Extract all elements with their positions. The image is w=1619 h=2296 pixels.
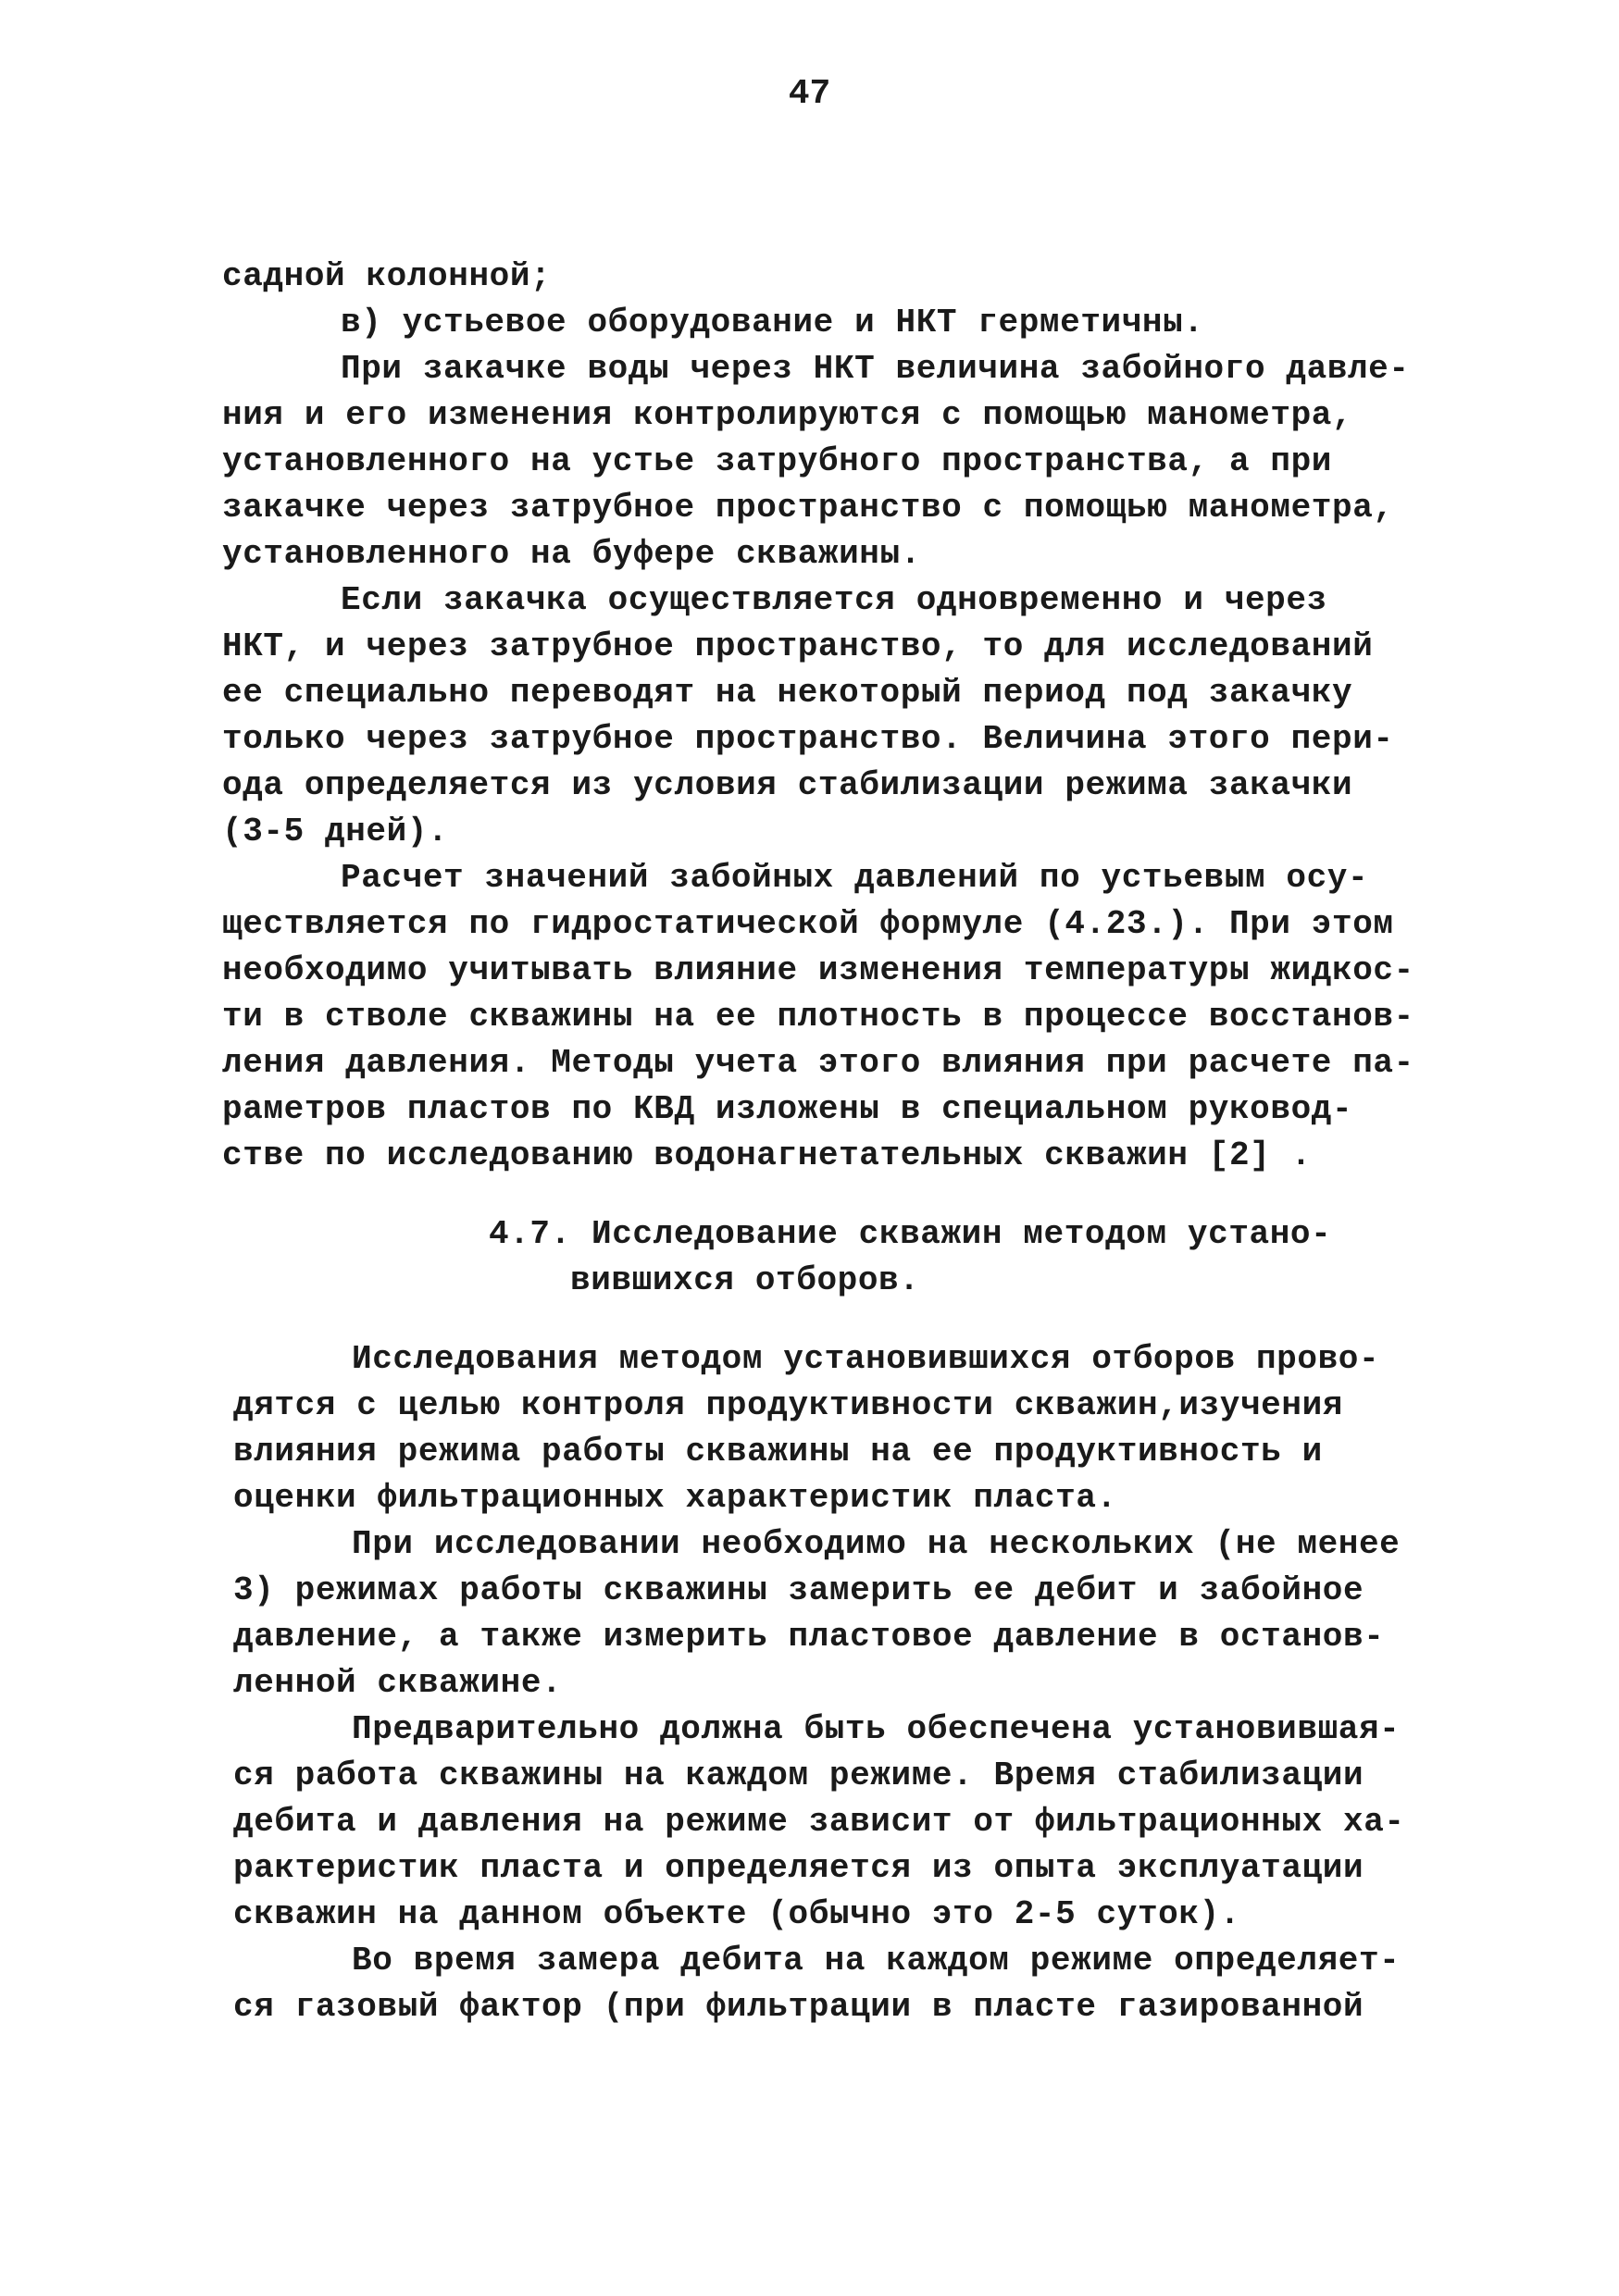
text-line: раметров пластов по КВД изложены в специальном руковод- — [222, 1090, 1353, 1128]
text-line: необходимо учитывать влияние изменения температуры жидкос- — [222, 951, 1414, 989]
text-line: При закачке воды через НКТ величина забойного давле- — [341, 350, 1410, 388]
section-heading: 4.7. Исследование скважин методом устано- — [489, 1215, 1332, 1253]
text-line: садной колонной; — [222, 257, 552, 295]
text-line: скважин на данном объекте (обычно это 2-5 суток). — [233, 1895, 1240, 1933]
page-number: 47 — [788, 74, 831, 114]
text-line: Расчет значений забойных давлений по устьевым осу- — [341, 859, 1369, 897]
text-line: в) устьевое оборудование и НКТ герметичны. — [341, 304, 1204, 341]
text-line: ся работа скважины на каждом режиме. Время стабилизации — [233, 1756, 1364, 1794]
text-line: Исследования методом установившихся отборов прово- — [352, 1340, 1380, 1378]
text-line: ся газовый фактор (при фильтрации в пласте газированной — [233, 1988, 1364, 2026]
text-line: ния и его изменения контролируются с помощью манометра, — [222, 396, 1353, 434]
text-line: влияния режима работы скважины на ее продуктивность и — [233, 1433, 1323, 1471]
text-line: НКТ, и через затрубное пространство, то для исследований — [222, 627, 1374, 665]
text-line: только через затрубное пространство. Величина этого пери- — [222, 720, 1394, 758]
section-heading: вившихся отборов. — [570, 1261, 920, 1299]
text-line: (3-5 дней). — [222, 813, 449, 850]
text-line: установленного на устье затрубного пространства, а при — [222, 442, 1332, 480]
text-line: ти в стволе скважины на ее плотность в процессе восстанов- — [222, 998, 1414, 1036]
text-line: ода определяется из условия стабилизации режима закачки — [222, 766, 1353, 804]
text-line: установленного на буфере скважины. — [222, 535, 921, 573]
text-line: стве по исследованию водонагнетательных скважин [2] . — [222, 1136, 1312, 1174]
text-line: дебита и давления на режиме зависит от фильтрационных ха- — [233, 1803, 1405, 1841]
text-line: дятся с целью контроля продуктивности скважин,изучения — [233, 1386, 1343, 1424]
text-line: 3) режимах работы скважины замерить ее дебит и забойное — [233, 1571, 1364, 1609]
text-line: рактеристик пласта и определяется из опыта эксплуатации — [233, 1849, 1364, 1887]
text-line: ленной скважине. — [233, 1664, 563, 1702]
text-line: ществляется по гидростатической формуле (4.23.). При этом — [222, 905, 1394, 943]
text-line: ления давления. Методы учета этого влияния при расчете па- — [222, 1044, 1414, 1082]
text-line: Во время замера дебита на каждом режиме определяет- — [352, 1942, 1401, 1980]
text-line: оценки фильтрационных характеристик пласта. — [233, 1479, 1117, 1517]
text-line: ее специально переводят на некоторый период под закачку — [222, 674, 1353, 712]
text-line: Если закачка осуществляется одновременно и через — [341, 581, 1327, 619]
text-line: закачке через затрубное пространство с помощью манометра, — [222, 489, 1394, 527]
text-line: давление, а также измерить пластовое давление в останов- — [233, 1618, 1385, 1656]
text-line: Предварительно должна быть обеспечена установившая- — [352, 1710, 1401, 1748]
text-line: При исследовании необходимо на нескольких (не менее — [352, 1525, 1401, 1563]
